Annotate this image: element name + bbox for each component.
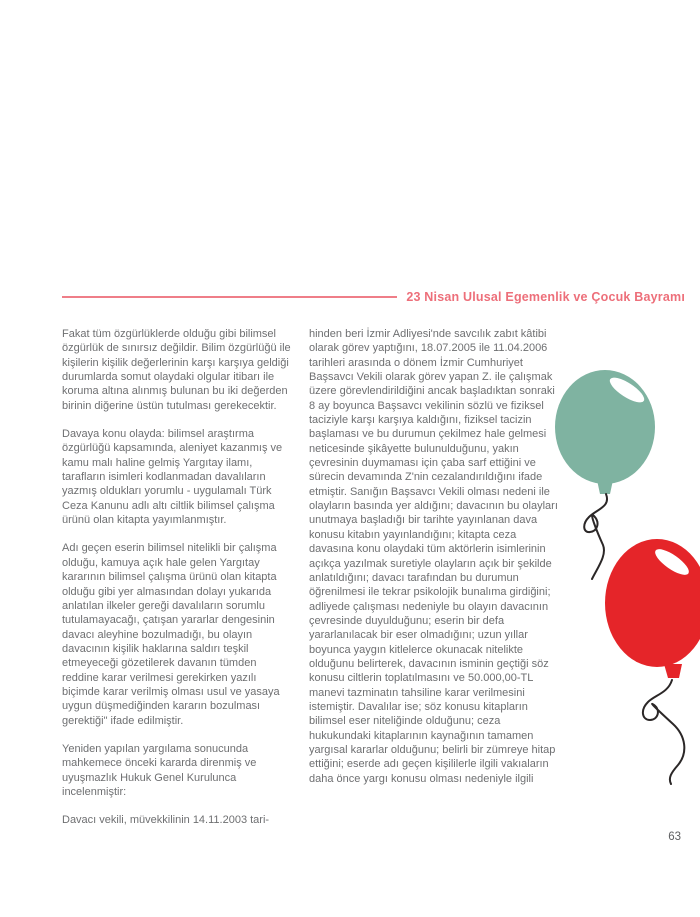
paragraph: Adı geçen eserin bilimsel nitelikli bir çalışma olduğu, kamuya açık hale gelen Yargıtay kararının bilimsel çalışma ürünü olan kitapta olduğu gibi yer almasından dolayı yukarıda anlatılan ilkeler gereği davalıların sorumlu tutulamayacağı, çatışan yararlar dengesinin davacı aleyhine bozulmadığı, bu olayın davacının kişilik haklarına saldırı teşkil etmeyeceği gözetilerek davanın tümden reddine karar verilmesi gerekirken yazılı biçimde karar verilmiş olması usul ve yasaya uygun düşmediğinden kararın bozulması gerektiği" ifade edilmiştir. — [62, 542, 280, 727]
paragraph: Fakat tüm özgürlüklerde olduğu gibi bilimsel özgürlük de sınırsız değildir. Bilim özgürlüğü ile kişilerin kişilik değerlerinin karşı karşıya geldiği durumlarda somut olaydaki olgular itibarı ile koruma altına alınmış bulunan bu iki değerden birinin diğerine üstün tutulması gerekecektir. — [62, 328, 291, 412]
left-column — [62, 327, 295, 828]
paragraph: Davaya konu olayda: bilimsel araştırma özgürlüğü kapsamında, aleniyet kazanmış ve kamu malı haline gelmiş Yargıtay ilamı, tarafların isimleri kodlanmadan davalıların yazmış oldukları yorumlu - uygulamalı Türk Ceza Kanunu adlı altı ciltlik bilimsel çalışma ürünü olan kitapta yayımlanmıştır. — [62, 428, 283, 527]
paragraph: Yeniden yapılan yargılama sonucunda mahkemece önceki kararda direnmiş ve uyuşmazlık Hukuk Genel Kurulunca incelenmiştir: — [62, 742, 257, 798]
page-number: 63 — [668, 831, 681, 843]
section-title: 23 Nisan Ulusal Egemenlik ve Çocuk Bayramı — [406, 290, 685, 304]
red-balloon-group — [605, 539, 700, 784]
red-balloon-knot-icon — [664, 664, 682, 678]
teal-balloon-icon — [555, 370, 655, 484]
balloons-illustration — [540, 355, 700, 790]
teal-balloon-knot-icon — [597, 480, 613, 494]
right-column — [309, 327, 563, 828]
paragraph: Davacı vekili, müvekkilinin 14.11.2003 tari- — [62, 814, 270, 827]
teal-balloon-string-icon — [584, 494, 607, 579]
header-rule — [62, 296, 397, 298]
section-header — [62, 288, 685, 306]
paragraph: hinden beri İzmir Adliyesi'nde savcılık zabıt kâtibi olarak görev yaptığını, 18.07.2005 ile 11.04.2006 tarihleri arasında o dönem İzmir Cumhuriyet Başsavcı Vekili olarak görev yapan Z. ile çalışmak üzere görevlendirildiğini ancak başladıktan sonraki 8 ay boyunca Başsavcı vekilinin sözlü ve fiziksel taciziyle karşı karşıya kaldığını, fiziksel tacizin başlaması ve bu durumun çekilmez hale gelmesi neticesinde şikâyette bulunulduğunu, yakın çevresinin duymaması için çaba sarf ettiğini ve sürecin devamında Z'nin cezalandırıldığını ifade etmiştir. Sanığın Başsavcı Vekili olması nedeni ile olayların basında yer aldığını; davacının bu olayları unutmaya başladığı bir tarihte yayınlanan dava konusu kitabın yayınlandığını; kitapta ceza davasına konu olaydaki tüm aktörlerin isimlerinin açıkça yazılmak suretiyle olayların açık bir şekilde anlatıldığını; davacı tarafından bu durumun öğrenilmesi ile tekrar psikolojik bunalıma girdiğini; adliyede çalışması nedeniyle bu olayın davacının çevresinde duyulduğunu; eserin bir defa yararlanılacak bir eser olmadığını; uzun yıllar boyunca yaygın kitlelerce okunacak nitelikte olduğunu belirterek, davacının isminin geçtiği söz konusu ciltlerin toplatılmasını ve 50.000,00-TL manevi tazminatın tahsiline karar verilmesini istemiştir. Davalılar ise; söz konusu kitapların bilimsel eser niteliğinde olduğunu; ceza hukukundaki kitaplarının kaynağının tamamen yargısal kararlar olduğunu; belirli bir zümreye hitap ettiğini; eserde adı geçen kişililerle ilgili vakıaların daha önce yargı konusu olması nedeniyle ilgili — [309, 328, 558, 785]
article-body — [62, 327, 563, 828]
red-balloon-string-icon — [643, 680, 684, 784]
red-balloon-icon — [605, 539, 700, 667]
